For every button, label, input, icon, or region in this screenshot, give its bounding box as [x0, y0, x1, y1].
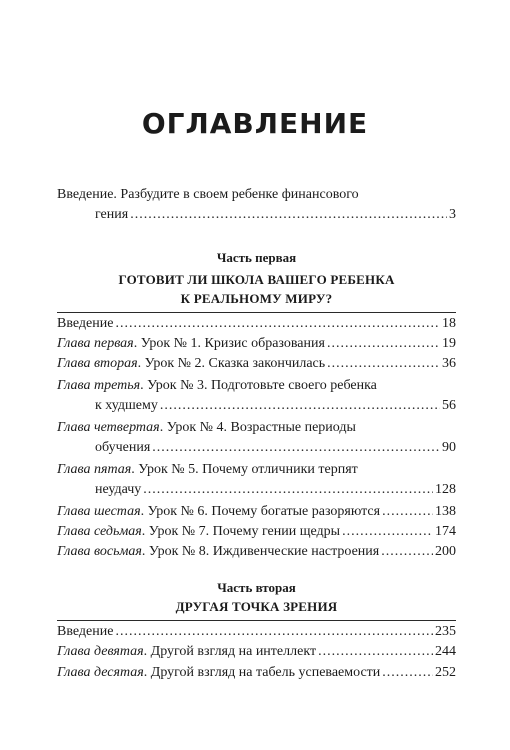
chapter-label: Глава вторая	[57, 356, 138, 371]
page-number: 235	[435, 624, 456, 639]
page-number: 3	[449, 207, 456, 222]
page-number: 174	[435, 524, 456, 539]
chapter-label: Глава шестая	[57, 504, 141, 519]
part-title: К РЕАЛЬНОМУ МИРУ?	[180, 291, 333, 306]
toc-entry[interactable]	[57, 418, 456, 458]
page-number: 90	[442, 440, 456, 455]
dot-leader	[382, 663, 433, 683]
toc-entry[interactable]	[57, 376, 456, 416]
entry-text: . Урок № 2. Сказка закончилась	[137, 356, 326, 371]
page-number: 244	[435, 644, 456, 659]
dot-leader	[342, 522, 433, 542]
chapter-label: Глава пятая	[57, 462, 132, 477]
entry-text: . Урок № 1. Кризис образования	[133, 336, 325, 351]
entry-text: . Урок № 5. Почему отличники терпят	[131, 462, 358, 477]
page-number: 128	[435, 482, 456, 497]
page-number: 56	[442, 398, 456, 413]
dot-leader	[115, 314, 440, 334]
page-number: 138	[435, 504, 456, 519]
dot-leader	[115, 622, 433, 642]
entry-text: . Урок № 6. Почему богатые разоряются	[140, 504, 381, 519]
part-heading: Часть вторая	[217, 580, 296, 595]
page-number: 19	[442, 336, 456, 351]
toc-entry[interactable]	[57, 460, 456, 500]
entry-text: Введение	[57, 316, 114, 331]
page-number: 252	[435, 665, 456, 680]
dot-leader	[327, 334, 440, 354]
page-number: 36	[442, 356, 456, 371]
toc-entry[interactable]	[57, 314, 456, 334]
entry-text: Введение. Разбудите в своем ребенке финансового	[57, 187, 359, 202]
page-title: ОГЛАВЛЕНИЕ	[141, 107, 369, 140]
chapter-label: Глава десятая	[57, 665, 144, 680]
dot-leader	[160, 396, 440, 416]
toc-entry[interactable]	[57, 622, 456, 642]
toc-entry[interactable]	[57, 354, 456, 374]
toc-entry[interactable]	[57, 502, 456, 522]
chapter-label: Глава восьмая	[57, 544, 142, 559]
entry-text: Введение	[57, 624, 114, 639]
chapter-label: Глава третья	[57, 378, 141, 393]
part-heading: Часть первая	[216, 250, 297, 265]
entry-text: . Урок № 8. Иждивенческие настроения	[141, 544, 380, 559]
chapter-label: Глава девятая	[57, 644, 144, 659]
entry-text: . Урок № 3. Подготовьте своего ребенка	[140, 378, 377, 393]
entry-text: . Другой взгляд на табель успеваемости	[143, 665, 381, 680]
dot-leader	[327, 354, 440, 374]
dot-leader	[143, 480, 433, 500]
toc-entry-intro[interactable]	[57, 185, 456, 225]
divider	[57, 312, 456, 313]
entry-text-continuation: неудачу	[95, 482, 142, 497]
entry-text: . Урок № 4. Возрастные периоды	[159, 420, 356, 435]
chapter-label: Глава первая	[57, 336, 134, 351]
toc-entry[interactable]	[57, 334, 456, 354]
entry-text-continuation: гения	[95, 207, 129, 222]
part-title: ДРУГАЯ ТОЧКА ЗРЕНИЯ	[175, 599, 338, 614]
part-title: ГОТОВИТ ЛИ ШКОЛА ВАШЕГО РЕБЕНКА	[118, 272, 395, 287]
dot-leader	[318, 642, 433, 662]
page-number: 200	[435, 544, 456, 559]
dot-leader	[381, 542, 433, 562]
toc-entry[interactable]	[57, 522, 456, 542]
chapter-label: Глава четвертая	[57, 420, 160, 435]
dot-leader	[382, 502, 433, 522]
chapter-label: Глава седьмая	[57, 524, 142, 539]
dot-leader	[152, 438, 440, 458]
toc-entry[interactable]	[57, 663, 456, 683]
entry-text-continuation: к худшему	[95, 398, 158, 413]
entry-text: . Другой взгляд на интеллект	[143, 644, 317, 659]
divider	[57, 620, 456, 621]
entry-text: . Урок № 7. Почему гении щедры	[141, 524, 341, 539]
page-number: 18	[442, 316, 456, 331]
dot-leader	[130, 205, 447, 225]
toc-entry[interactable]	[57, 542, 456, 562]
toc-entry[interactable]	[57, 642, 456, 662]
entry-text-continuation: обучения	[95, 440, 151, 455]
